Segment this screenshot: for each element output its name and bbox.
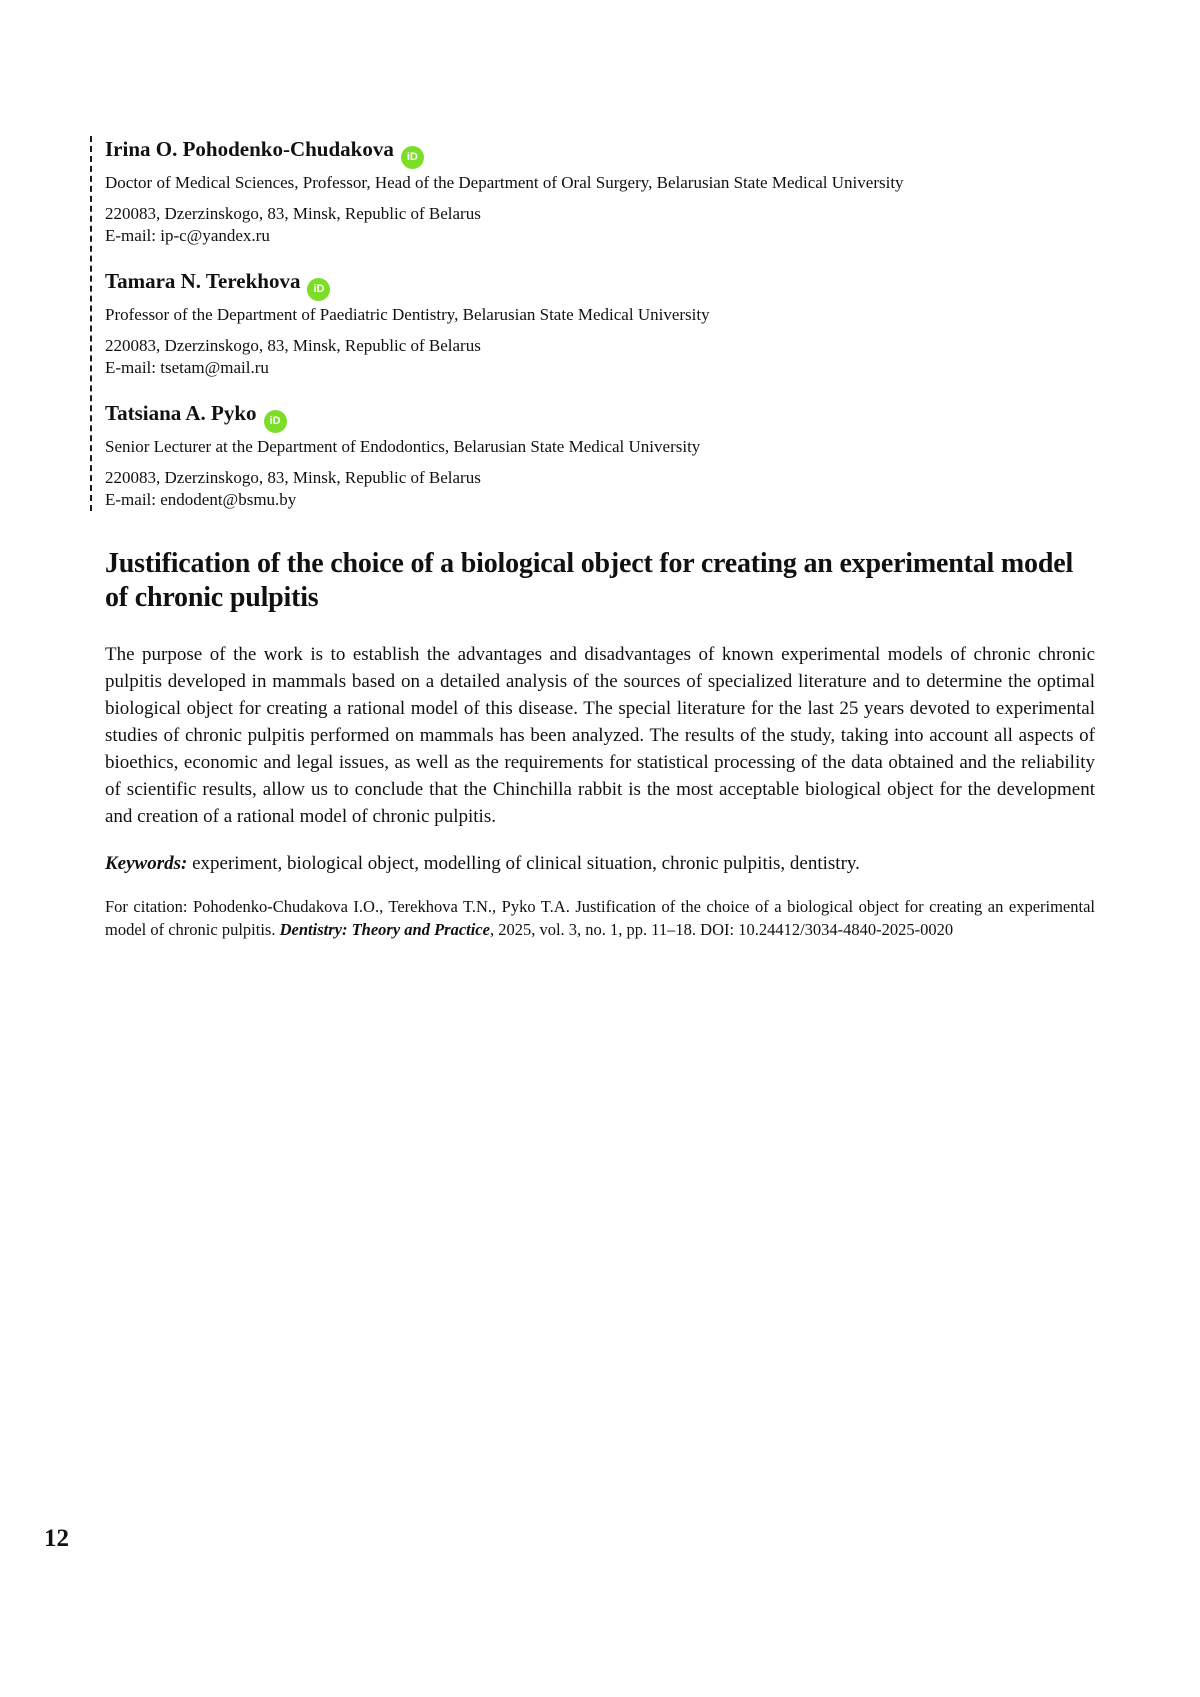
keywords-line	[105, 851, 1095, 877]
author-address: 220083, Dzerzinskogo, 83, Minsk, Republic of Belarus	[105, 204, 481, 223]
author-email: E-mail: ip-c@yandex.ru	[105, 226, 270, 245]
citation-prefix: For citation: Pohodenko-Chudakova I.O., Terekhova T.N., Pyko T.A. Justification of the choice of a biological object for creating an experimental model of chronic pulpitis.	[105, 897, 1095, 939]
author-block-3	[105, 400, 1095, 511]
author-address: 220083, Dzerzinskogo, 83, Minsk, Republic of Belarus	[105, 468, 481, 487]
page-number: 12	[44, 1525, 69, 1552]
author-block-1	[105, 136, 1095, 247]
author-name: Tamara N. Terekhova	[105, 269, 301, 293]
citation-line	[105, 895, 1095, 941]
author-name-row	[105, 268, 1095, 301]
author-block-2	[105, 268, 1095, 379]
author-position: Senior Lecturer at the Department of Endodontics, Belarusian State Medical University	[105, 437, 701, 456]
author-name-row	[105, 400, 1095, 433]
article-title: Justification of the choice of a biological object for creating an experimental model of chronic pulpitis	[105, 548, 1074, 613]
abstract-text: The purpose of the work is to establish the advantages and disadvantages of known experimental models of chronic chronic pulpitis developed in mammals based on a detailed analysis of the sources of specialized literature and to determine the optimal biological object for creating a rational model of this disease. The special literature for the last 25 years devoted to experimental studies of chronic pulpitis performed on mammals has been analyzed. The results of the study, taking into account all aspects of bioethics, economic and legal issues, as well as the requirements for statistical processing of the data obtained and the reliability of scientific results, allow us to conclude that the Chinchilla rabbit is the most acceptable biological object for the development and creation of a rational model of chronic pulpitis.	[105, 644, 1095, 827]
author-position: Professor of the Department of Paediatric Dentistry, Belarusian State Medical University	[105, 305, 710, 324]
citation-journal-name: Dentistry: Theory and Practice	[279, 920, 490, 939]
author-name: Irina O. Pohodenko-Chudakova	[105, 137, 394, 161]
author-name-row	[105, 136, 1095, 169]
author-address: 220083, Dzerzinskogo, 83, Minsk, Republic of Belarus	[105, 336, 481, 355]
keywords-text: experiment, biological object, modelling of clinical situation, chronic pulpitis, dentistry.	[192, 853, 860, 874]
authors-section	[90, 136, 1095, 511]
orcid-icon[interactable]: iD	[264, 410, 287, 433]
author-email: E-mail: tsetam@mail.ru	[105, 358, 269, 377]
citation-suffix: , 2025, vol. 3, no. 1, pp. 11–18. DOI: 10.24412/3034-4840-2025-0020	[489, 920, 954, 939]
author-name: Tatsiana A. Pyko	[105, 401, 257, 425]
keywords-label: Keywords:	[105, 853, 188, 874]
author-position: Doctor of Medical Sciences, Professor, Head of the Department of Oral Surgery, Belarusian State Medical University	[105, 173, 904, 192]
orcid-icon[interactable]: iD	[307, 278, 330, 301]
orcid-icon[interactable]: iD	[401, 146, 424, 169]
author-email: E-mail: endodent@bsmu.by	[105, 490, 297, 509]
